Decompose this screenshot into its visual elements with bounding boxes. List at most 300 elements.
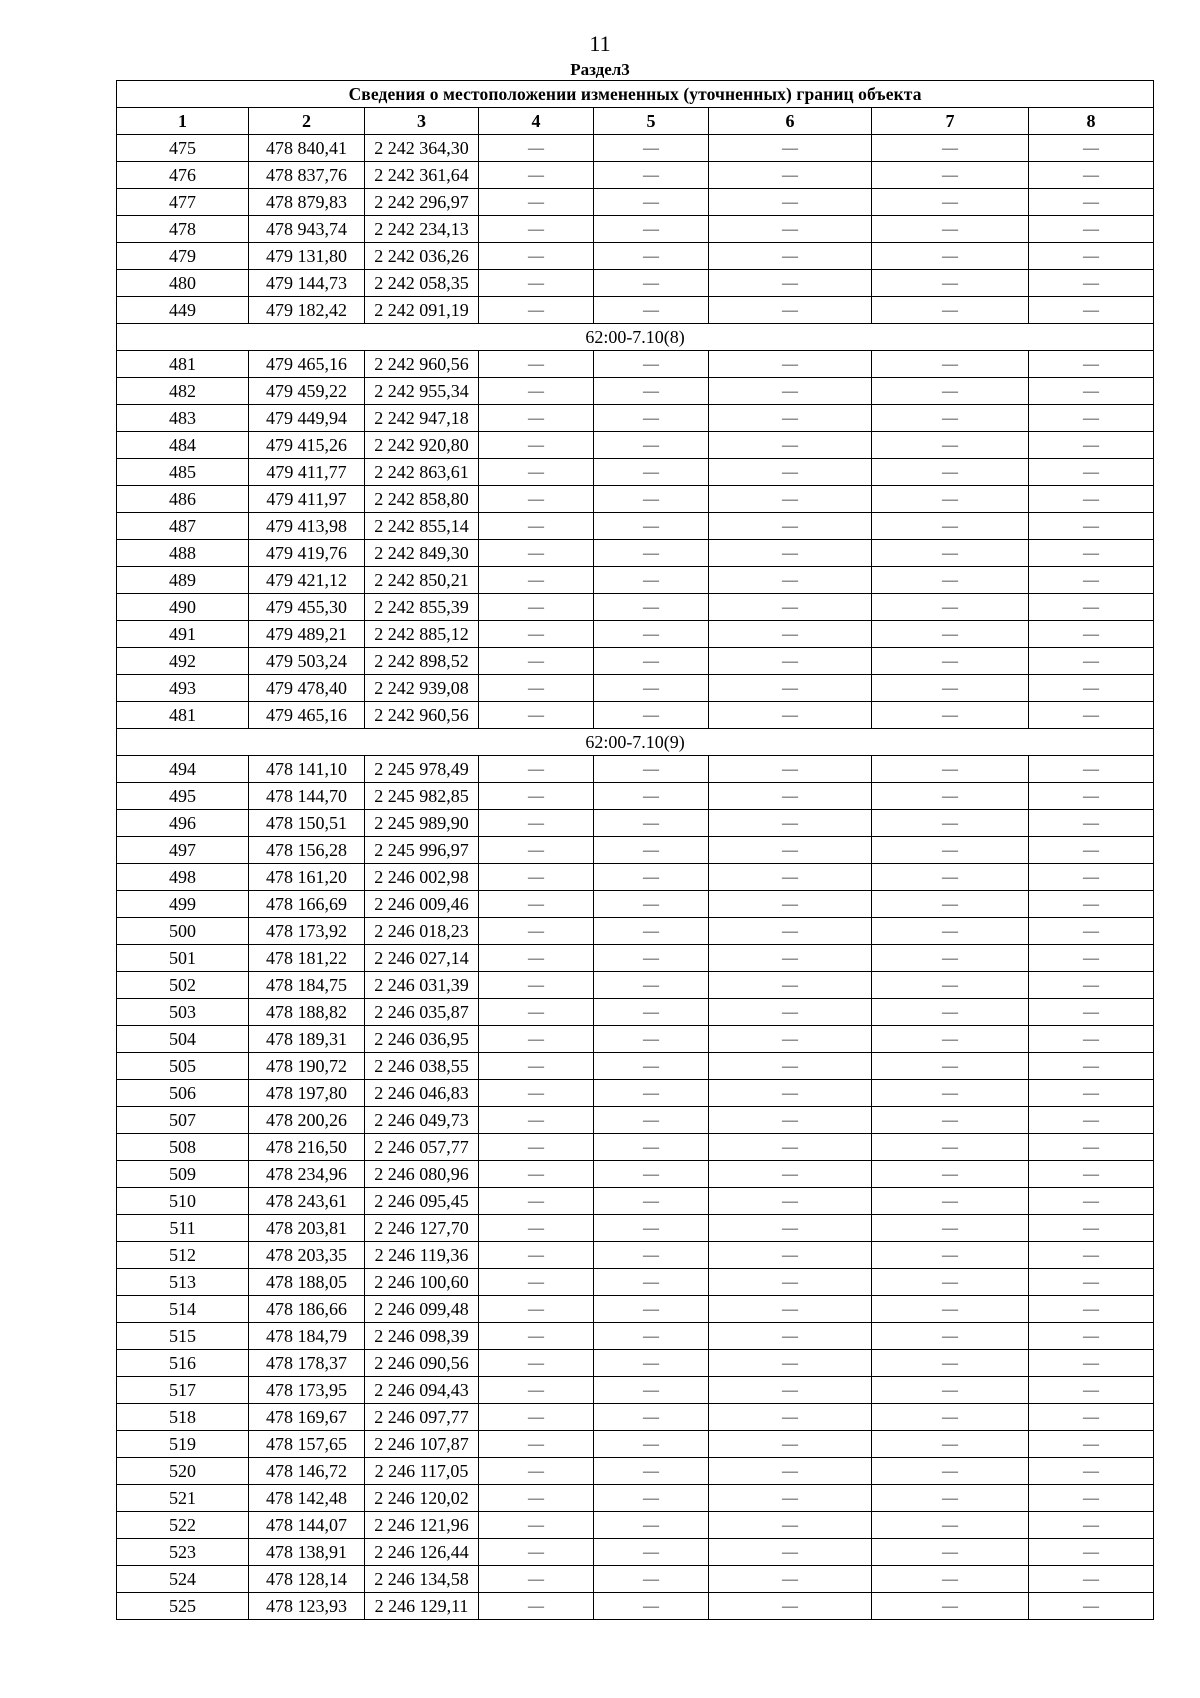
empty-value-dash: —	[1029, 486, 1154, 513]
empty-value-dash: —	[709, 1377, 872, 1404]
empty-value-dash: —	[479, 972, 594, 999]
empty-value-dash: —	[1029, 810, 1154, 837]
empty-value-dash: —	[872, 864, 1029, 891]
y-coordinate-cell: 2 242 855,14	[365, 513, 479, 540]
empty-value-dash: —	[872, 702, 1029, 729]
empty-value-dash: —	[709, 1026, 872, 1053]
empty-value-dash: —	[594, 837, 709, 864]
empty-value-dash: —	[479, 351, 594, 378]
empty-value-dash: —	[479, 405, 594, 432]
x-coordinate-cell: 479 411,77	[249, 459, 365, 486]
empty-value-dash: —	[1029, 1053, 1154, 1080]
y-coordinate-cell: 2 242 885,12	[365, 621, 479, 648]
table-row	[117, 702, 1154, 729]
table-row	[117, 621, 1154, 648]
x-coordinate-cell: 478 138,91	[249, 1539, 365, 1566]
empty-value-dash: —	[709, 675, 872, 702]
empty-value-dash: —	[479, 513, 594, 540]
section-title: Раздел3	[570, 60, 630, 79]
empty-value-dash: —	[872, 1431, 1029, 1458]
empty-value-dash: —	[479, 1026, 594, 1053]
empty-value-dash: —	[872, 1350, 1029, 1377]
x-coordinate-cell: 479 411,97	[249, 486, 365, 513]
point-number-cell: 511	[117, 1215, 249, 1242]
empty-value-dash: —	[709, 216, 872, 243]
empty-value-dash: —	[709, 459, 872, 486]
point-number-cell: 507	[117, 1107, 249, 1134]
table-row	[117, 405, 1154, 432]
point-number-cell: 496	[117, 810, 249, 837]
empty-value-dash: —	[1029, 405, 1154, 432]
point-number-cell: 521	[117, 1485, 249, 1512]
x-coordinate-cell: 478 146,72	[249, 1458, 365, 1485]
empty-value-dash: —	[479, 486, 594, 513]
empty-value-dash: —	[1029, 1377, 1154, 1404]
y-coordinate-cell: 2 246 002,98	[365, 864, 479, 891]
empty-value-dash: —	[1029, 1593, 1154, 1620]
y-coordinate-cell: 2 245 989,90	[365, 810, 479, 837]
table-caption: Сведения о местоположении измененных (уточненных) границ объекта	[117, 81, 1154, 108]
point-number-cell: 478	[117, 216, 249, 243]
point-number-cell: 476	[117, 162, 249, 189]
empty-value-dash: —	[872, 243, 1029, 270]
point-number-cell: 479	[117, 243, 249, 270]
empty-value-dash: —	[594, 1404, 709, 1431]
empty-value-dash: —	[1029, 540, 1154, 567]
empty-value-dash: —	[872, 1296, 1029, 1323]
y-coordinate-cell: 2 246 120,02	[365, 1485, 479, 1512]
table-row	[117, 1593, 1154, 1620]
empty-value-dash: —	[479, 378, 594, 405]
empty-value-dash: —	[479, 216, 594, 243]
x-coordinate-cell: 479 421,12	[249, 567, 365, 594]
x-coordinate-cell: 478 144,70	[249, 783, 365, 810]
group-row	[117, 729, 1154, 756]
empty-value-dash: —	[1029, 837, 1154, 864]
empty-value-dash: —	[479, 783, 594, 810]
empty-value-dash: —	[594, 1053, 709, 1080]
y-coordinate-cell: 2 242 234,13	[365, 216, 479, 243]
empty-value-dash: —	[1029, 783, 1154, 810]
empty-value-dash: —	[479, 1539, 594, 1566]
empty-value-dash: —	[872, 810, 1029, 837]
empty-value-dash: —	[594, 432, 709, 459]
empty-value-dash: —	[709, 1080, 872, 1107]
empty-value-dash: —	[709, 432, 872, 459]
y-coordinate-cell: 2 242 855,39	[365, 594, 479, 621]
empty-value-dash: —	[709, 1458, 872, 1485]
y-coordinate-cell: 2 246 099,48	[365, 1296, 479, 1323]
point-number-cell: 501	[117, 945, 249, 972]
table-row	[117, 297, 1154, 324]
empty-value-dash: —	[709, 1134, 872, 1161]
empty-value-dash: —	[872, 648, 1029, 675]
empty-value-dash: —	[872, 1485, 1029, 1512]
empty-value-dash: —	[594, 702, 709, 729]
y-coordinate-cell: 2 246 080,96	[365, 1161, 479, 1188]
point-number-cell: 494	[117, 756, 249, 783]
column-header: 8	[1029, 108, 1154, 135]
empty-value-dash: —	[872, 1458, 1029, 1485]
table-row	[117, 1215, 1154, 1242]
empty-value-dash: —	[479, 1323, 594, 1350]
empty-value-dash: —	[709, 405, 872, 432]
x-coordinate-cell: 478 188,82	[249, 999, 365, 1026]
empty-value-dash: —	[709, 648, 872, 675]
empty-value-dash: —	[709, 891, 872, 918]
empty-value-dash: —	[1029, 135, 1154, 162]
empty-value-dash: —	[594, 1593, 709, 1620]
empty-value-dash: —	[709, 135, 872, 162]
point-number-cell: 518	[117, 1404, 249, 1431]
empty-value-dash: —	[594, 540, 709, 567]
point-number-cell: 495	[117, 783, 249, 810]
empty-value-dash: —	[872, 351, 1029, 378]
table-row	[117, 378, 1154, 405]
empty-value-dash: —	[1029, 1080, 1154, 1107]
empty-value-dash: —	[709, 1350, 872, 1377]
empty-value-dash: —	[1029, 1269, 1154, 1296]
point-number-cell: 506	[117, 1080, 249, 1107]
empty-value-dash: —	[479, 243, 594, 270]
empty-value-dash: —	[872, 999, 1029, 1026]
empty-value-dash: —	[594, 459, 709, 486]
table-row	[117, 675, 1154, 702]
table-row	[117, 1242, 1154, 1269]
empty-value-dash: —	[479, 270, 594, 297]
empty-value-dash: —	[479, 1242, 594, 1269]
empty-value-dash: —	[479, 1350, 594, 1377]
empty-value-dash: —	[872, 432, 1029, 459]
point-number-cell: 485	[117, 459, 249, 486]
empty-value-dash: —	[709, 972, 872, 999]
x-coordinate-cell: 478 190,72	[249, 1053, 365, 1080]
empty-value-dash: —	[709, 513, 872, 540]
x-coordinate-cell: 478 169,67	[249, 1404, 365, 1431]
empty-value-dash: —	[594, 1566, 709, 1593]
empty-value-dash: —	[594, 513, 709, 540]
empty-value-dash: —	[709, 351, 872, 378]
empty-value-dash: —	[1029, 756, 1154, 783]
y-coordinate-cell: 2 242 091,19	[365, 297, 479, 324]
empty-value-dash: —	[709, 837, 872, 864]
empty-value-dash: —	[1029, 189, 1154, 216]
y-coordinate-cell: 2 246 097,77	[365, 1404, 479, 1431]
empty-value-dash: —	[479, 1296, 594, 1323]
empty-value-dash: —	[594, 783, 709, 810]
empty-value-dash: —	[479, 1377, 594, 1404]
empty-value-dash: —	[594, 486, 709, 513]
x-coordinate-cell: 478 189,31	[249, 1026, 365, 1053]
y-coordinate-cell: 2 245 996,97	[365, 837, 479, 864]
empty-value-dash: —	[594, 945, 709, 972]
y-coordinate-cell: 2 246 009,46	[365, 891, 479, 918]
x-coordinate-cell: 479 413,98	[249, 513, 365, 540]
x-coordinate-cell: 478 203,35	[249, 1242, 365, 1269]
empty-value-dash: —	[709, 864, 872, 891]
empty-value-dash: —	[1029, 243, 1154, 270]
empty-value-dash: —	[594, 1485, 709, 1512]
x-coordinate-cell: 478 186,66	[249, 1296, 365, 1323]
empty-value-dash: —	[872, 1269, 1029, 1296]
empty-value-dash: —	[872, 1593, 1029, 1620]
empty-value-dash: —	[594, 378, 709, 405]
x-coordinate-cell: 479 131,80	[249, 243, 365, 270]
empty-value-dash: —	[872, 297, 1029, 324]
empty-value-dash: —	[1029, 918, 1154, 945]
point-number-cell: 483	[117, 405, 249, 432]
y-coordinate-cell: 2 246 134,58	[365, 1566, 479, 1593]
table-row	[117, 486, 1154, 513]
point-number-cell: 505	[117, 1053, 249, 1080]
empty-value-dash: —	[1029, 864, 1154, 891]
x-coordinate-cell: 479 182,42	[249, 297, 365, 324]
point-number-cell: 509	[117, 1161, 249, 1188]
empty-value-dash: —	[594, 405, 709, 432]
table-row	[117, 540, 1154, 567]
y-coordinate-cell: 2 246 100,60	[365, 1269, 479, 1296]
y-coordinate-cell: 2 246 035,87	[365, 999, 479, 1026]
empty-value-dash: —	[594, 1161, 709, 1188]
x-coordinate-cell: 478 178,37	[249, 1350, 365, 1377]
table-row	[117, 918, 1154, 945]
x-coordinate-cell: 479 144,73	[249, 270, 365, 297]
empty-value-dash: —	[1029, 1350, 1154, 1377]
empty-value-dash: —	[594, 1080, 709, 1107]
empty-value-dash: —	[709, 540, 872, 567]
column-header: 5	[594, 108, 709, 135]
empty-value-dash: —	[709, 1269, 872, 1296]
y-coordinate-cell: 2 242 361,64	[365, 162, 479, 189]
empty-value-dash: —	[1029, 297, 1154, 324]
empty-value-dash: —	[872, 675, 1029, 702]
empty-value-dash: —	[594, 135, 709, 162]
empty-value-dash: —	[479, 459, 594, 486]
point-number-cell: 498	[117, 864, 249, 891]
empty-value-dash: —	[479, 1566, 594, 1593]
empty-value-dash: —	[1029, 1215, 1154, 1242]
column-header: 2	[249, 108, 365, 135]
x-coordinate-cell: 479 478,40	[249, 675, 365, 702]
table-row	[117, 432, 1154, 459]
empty-value-dash: —	[872, 756, 1029, 783]
empty-value-dash: —	[872, 1080, 1029, 1107]
empty-value-dash: —	[872, 1161, 1029, 1188]
empty-value-dash: —	[872, 945, 1029, 972]
empty-value-dash: —	[594, 918, 709, 945]
empty-value-dash: —	[709, 594, 872, 621]
group-row	[117, 324, 1154, 351]
y-coordinate-cell: 2 246 027,14	[365, 945, 479, 972]
y-coordinate-cell: 2 246 038,55	[365, 1053, 479, 1080]
empty-value-dash: —	[872, 891, 1029, 918]
point-number-cell: 525	[117, 1593, 249, 1620]
empty-value-dash: —	[479, 837, 594, 864]
x-coordinate-cell: 478 234,96	[249, 1161, 365, 1188]
table-row	[117, 1539, 1154, 1566]
empty-value-dash: —	[709, 1215, 872, 1242]
empty-value-dash: —	[1029, 1566, 1154, 1593]
empty-value-dash: —	[479, 1485, 594, 1512]
x-coordinate-cell: 478 200,26	[249, 1107, 365, 1134]
y-coordinate-cell: 2 246 049,73	[365, 1107, 479, 1134]
column-header: 3	[365, 108, 479, 135]
empty-value-dash: —	[1029, 1512, 1154, 1539]
empty-value-dash: —	[594, 1134, 709, 1161]
empty-value-dash: —	[594, 810, 709, 837]
empty-value-dash: —	[479, 702, 594, 729]
y-coordinate-cell: 2 242 960,56	[365, 702, 479, 729]
empty-value-dash: —	[479, 945, 594, 972]
empty-value-dash: —	[1029, 1404, 1154, 1431]
empty-value-dash: —	[872, 135, 1029, 162]
column-header-row	[117, 108, 1154, 135]
x-coordinate-cell: 478 161,20	[249, 864, 365, 891]
x-coordinate-cell: 478 173,92	[249, 918, 365, 945]
x-coordinate-cell: 478 188,05	[249, 1269, 365, 1296]
empty-value-dash: —	[594, 621, 709, 648]
y-coordinate-cell: 2 246 046,83	[365, 1080, 479, 1107]
point-number-cell: 524	[117, 1566, 249, 1593]
boundary-coordinates-table	[116, 80, 1154, 1620]
empty-value-dash: —	[479, 540, 594, 567]
x-coordinate-cell: 478 142,48	[249, 1485, 365, 1512]
empty-value-dash: —	[479, 675, 594, 702]
x-coordinate-cell: 479 455,30	[249, 594, 365, 621]
empty-value-dash: —	[709, 270, 872, 297]
empty-value-dash: —	[594, 594, 709, 621]
empty-value-dash: —	[594, 1350, 709, 1377]
x-coordinate-cell: 478 166,69	[249, 891, 365, 918]
empty-value-dash: —	[709, 783, 872, 810]
empty-value-dash: —	[594, 1512, 709, 1539]
point-number-cell: 517	[117, 1377, 249, 1404]
empty-value-dash: —	[594, 1026, 709, 1053]
empty-value-dash: —	[1029, 1107, 1154, 1134]
empty-value-dash: —	[1029, 594, 1154, 621]
empty-value-dash: —	[709, 162, 872, 189]
empty-value-dash: —	[709, 1431, 872, 1458]
empty-value-dash: —	[709, 918, 872, 945]
x-coordinate-cell: 478 173,95	[249, 1377, 365, 1404]
empty-value-dash: —	[594, 189, 709, 216]
empty-value-dash: —	[479, 1593, 594, 1620]
empty-value-dash: —	[594, 1539, 709, 1566]
point-number-cell: 491	[117, 621, 249, 648]
table-row	[117, 594, 1154, 621]
point-number-cell: 499	[117, 891, 249, 918]
table-row	[117, 783, 1154, 810]
empty-value-dash: —	[872, 270, 1029, 297]
empty-value-dash: —	[594, 297, 709, 324]
table-row	[117, 1431, 1154, 1458]
empty-value-dash: —	[709, 756, 872, 783]
empty-value-dash: —	[1029, 1242, 1154, 1269]
empty-value-dash: —	[1029, 351, 1154, 378]
empty-value-dash: —	[479, 1080, 594, 1107]
empty-value-dash: —	[594, 567, 709, 594]
y-coordinate-cell: 2 246 119,36	[365, 1242, 479, 1269]
empty-value-dash: —	[594, 756, 709, 783]
empty-value-dash: —	[872, 783, 1029, 810]
empty-value-dash: —	[594, 162, 709, 189]
table-row	[117, 891, 1154, 918]
x-coordinate-cell: 479 415,26	[249, 432, 365, 459]
empty-value-dash: —	[709, 1053, 872, 1080]
x-coordinate-cell: 478 144,07	[249, 1512, 365, 1539]
point-number-cell: 513	[117, 1269, 249, 1296]
empty-value-dash: —	[872, 378, 1029, 405]
empty-value-dash: —	[594, 675, 709, 702]
empty-value-dash: —	[872, 1053, 1029, 1080]
empty-value-dash: —	[479, 891, 594, 918]
empty-value-dash: —	[709, 1296, 872, 1323]
point-number-cell: 484	[117, 432, 249, 459]
empty-value-dash: —	[709, 1323, 872, 1350]
empty-value-dash: —	[594, 1431, 709, 1458]
empty-value-dash: —	[479, 864, 594, 891]
point-number-cell: 482	[117, 378, 249, 405]
empty-value-dash: —	[709, 1161, 872, 1188]
point-number-cell: 516	[117, 1350, 249, 1377]
y-coordinate-cell: 2 242 858,80	[365, 486, 479, 513]
empty-value-dash: —	[1029, 378, 1154, 405]
x-coordinate-cell: 478 943,74	[249, 216, 365, 243]
empty-value-dash: —	[709, 486, 872, 513]
empty-value-dash: —	[872, 1323, 1029, 1350]
empty-value-dash: —	[709, 945, 872, 972]
empty-value-dash: —	[709, 999, 872, 1026]
y-coordinate-cell: 2 246 117,05	[365, 1458, 479, 1485]
x-coordinate-cell: 479 465,16	[249, 702, 365, 729]
empty-value-dash: —	[1029, 648, 1154, 675]
table-row	[117, 351, 1154, 378]
y-coordinate-cell: 2 246 098,39	[365, 1323, 479, 1350]
table-row	[117, 1350, 1154, 1377]
empty-value-dash: —	[594, 351, 709, 378]
column-header: 1	[117, 108, 249, 135]
x-coordinate-cell: 478 837,76	[249, 162, 365, 189]
y-coordinate-cell: 2 246 018,23	[365, 918, 479, 945]
table-row	[117, 1269, 1154, 1296]
x-coordinate-cell: 478 128,14	[249, 1566, 365, 1593]
table-row	[117, 1188, 1154, 1215]
empty-value-dash: —	[594, 1269, 709, 1296]
empty-value-dash: —	[872, 162, 1029, 189]
empty-value-dash: —	[594, 891, 709, 918]
y-coordinate-cell: 2 246 036,95	[365, 1026, 479, 1053]
x-coordinate-cell: 478 157,65	[249, 1431, 365, 1458]
point-number-cell: 487	[117, 513, 249, 540]
empty-value-dash: —	[872, 513, 1029, 540]
table-row	[117, 945, 1154, 972]
empty-value-dash: —	[1029, 1458, 1154, 1485]
table-row	[117, 216, 1154, 243]
table-row	[117, 864, 1154, 891]
table-row	[117, 459, 1154, 486]
empty-value-dash: —	[709, 1485, 872, 1512]
empty-value-dash: —	[872, 1539, 1029, 1566]
point-number-cell: 520	[117, 1458, 249, 1485]
point-number-cell: 481	[117, 702, 249, 729]
empty-value-dash: —	[872, 1215, 1029, 1242]
x-coordinate-cell: 478 840,41	[249, 135, 365, 162]
empty-value-dash: —	[709, 567, 872, 594]
point-number-cell: 514	[117, 1296, 249, 1323]
y-coordinate-cell: 2 246 094,43	[365, 1377, 479, 1404]
empty-value-dash: —	[709, 1188, 872, 1215]
empty-value-dash: —	[1029, 459, 1154, 486]
